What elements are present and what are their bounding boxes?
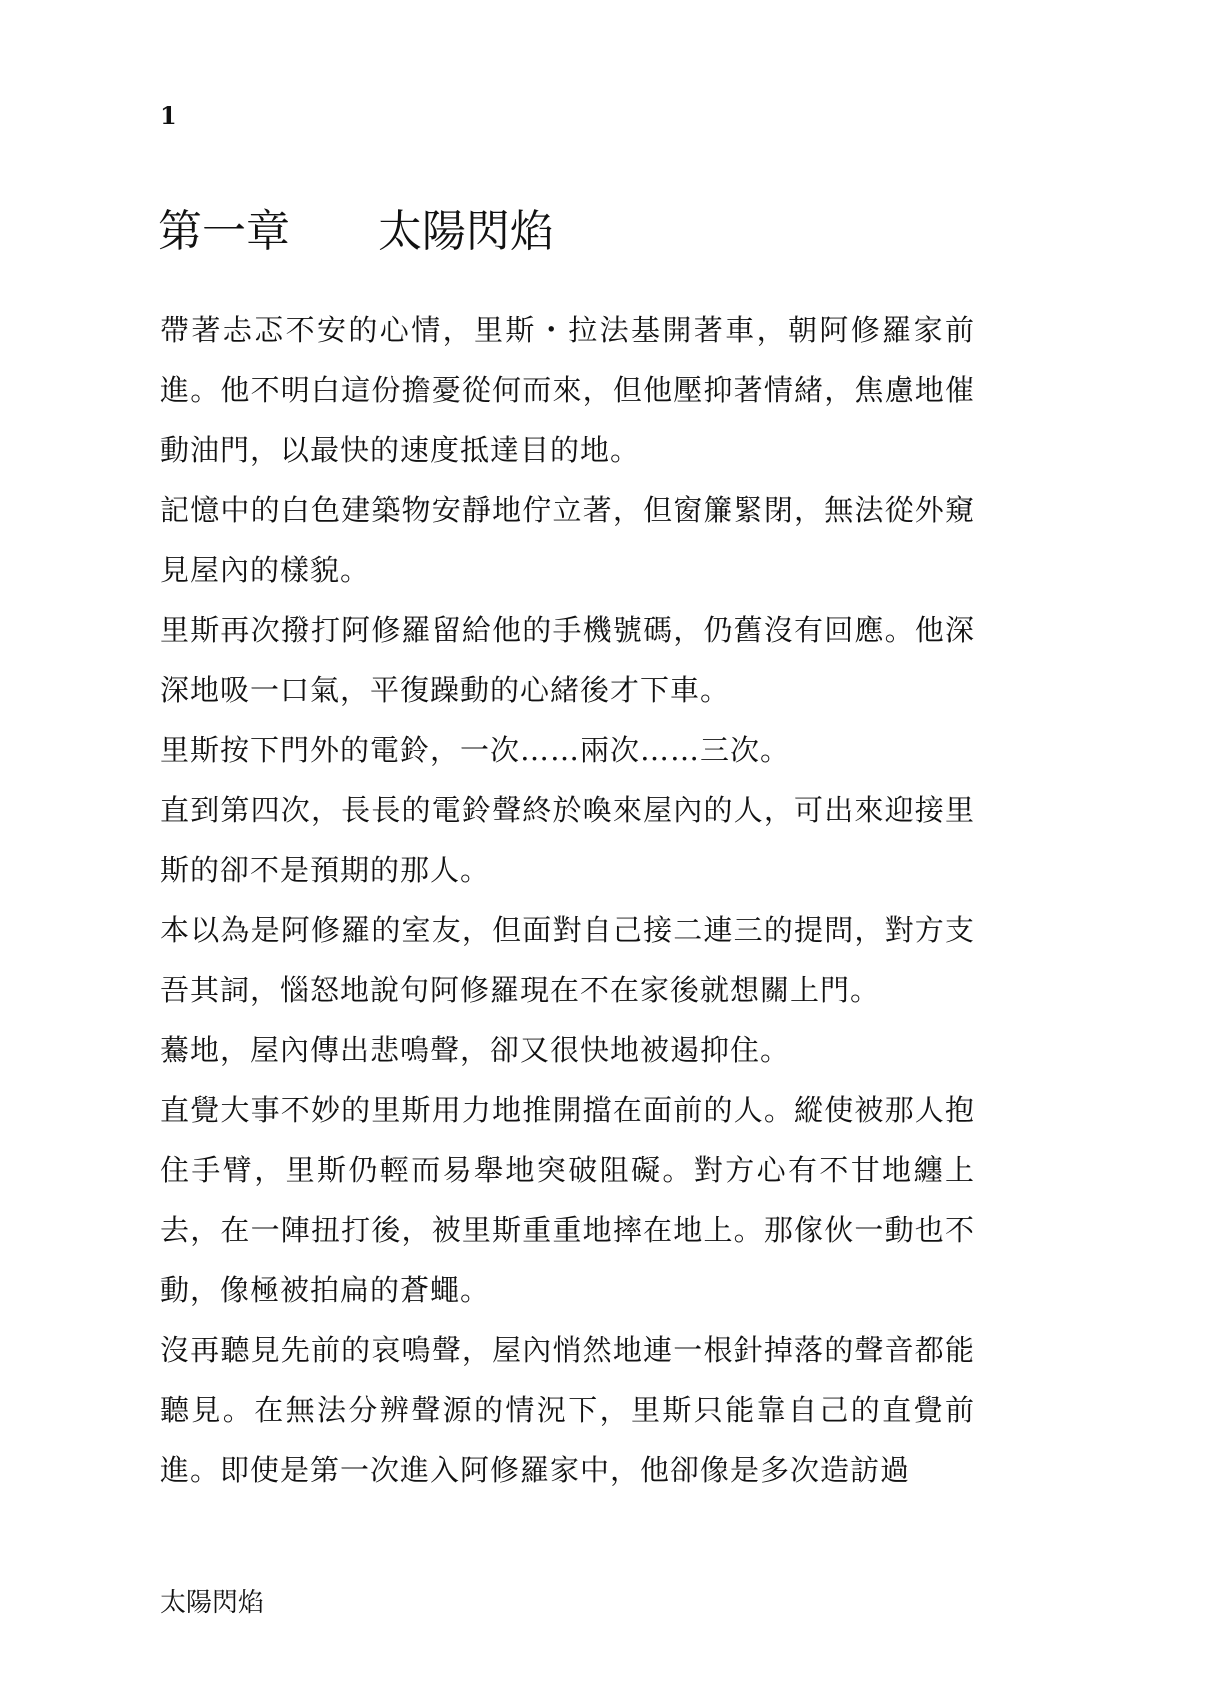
paragraph: 本以為是阿修羅的室友，但面對自己接二連三的提問，對方支吾其詞，惱怒地說句阿修羅現在不在家後就想關上門。 xyxy=(160,913,975,1007)
paragraph: 里斯按下門外的電鈴，一次……兩次……三次。 xyxy=(160,733,791,767)
paragraph: 直覺大事不妙的里斯用力地推開擋在面前的人。縱使被那人抱住手臂，里斯仍輕而易舉地突破阻礙。對方心有不甘地纏上去，在一陣扭打後，被里斯重重地摔在地上。那傢伙一動也不動，像極被拍扁的蒼蠅。 xyxy=(160,1093,975,1307)
running-footer: 太陽閃焰 xyxy=(160,1588,265,1618)
body-text xyxy=(160,300,975,1500)
paragraph: 沒再聽見先前的哀鳴聲，屋內悄然地連一根針掉落的聲音都能聽見。在無法分辨聲源的情況下，里斯只能靠自己的直覺前進。即使是第一次進入阿修羅家中，他卻像是多次造訪過 xyxy=(160,1333,975,1487)
paragraph: 記憶中的白色建築物安靜地佇立著，但窗簾緊閉，無法從外窺見屋內的樣貌。 xyxy=(160,493,975,587)
page-number: 1 xyxy=(160,101,177,130)
chapter-title: 第一章 太陽閃焰 xyxy=(158,206,554,257)
paragraph: 帶著忐忑不安的心情，里斯・拉法基開著車，朝阿修羅家前進。他不明白這份擔憂從何而來，但他壓抑著情緒，焦慮地催動油門，以最快的速度抵達目的地。 xyxy=(160,313,975,467)
paragraph: 里斯再次撥打阿修羅留給他的手機號碼，仍舊沒有回應。他深深地吸一口氣，平復躁動的心緒後才下車。 xyxy=(160,613,975,707)
paragraph: 驀地，屋內傳出悲鳴聲，卻又很快地被遏抑住。 xyxy=(160,1033,791,1067)
paragraph: 直到第四次，長長的電鈴聲終於喚來屋內的人，可出來迎接里斯的卻不是預期的那人。 xyxy=(160,793,975,887)
